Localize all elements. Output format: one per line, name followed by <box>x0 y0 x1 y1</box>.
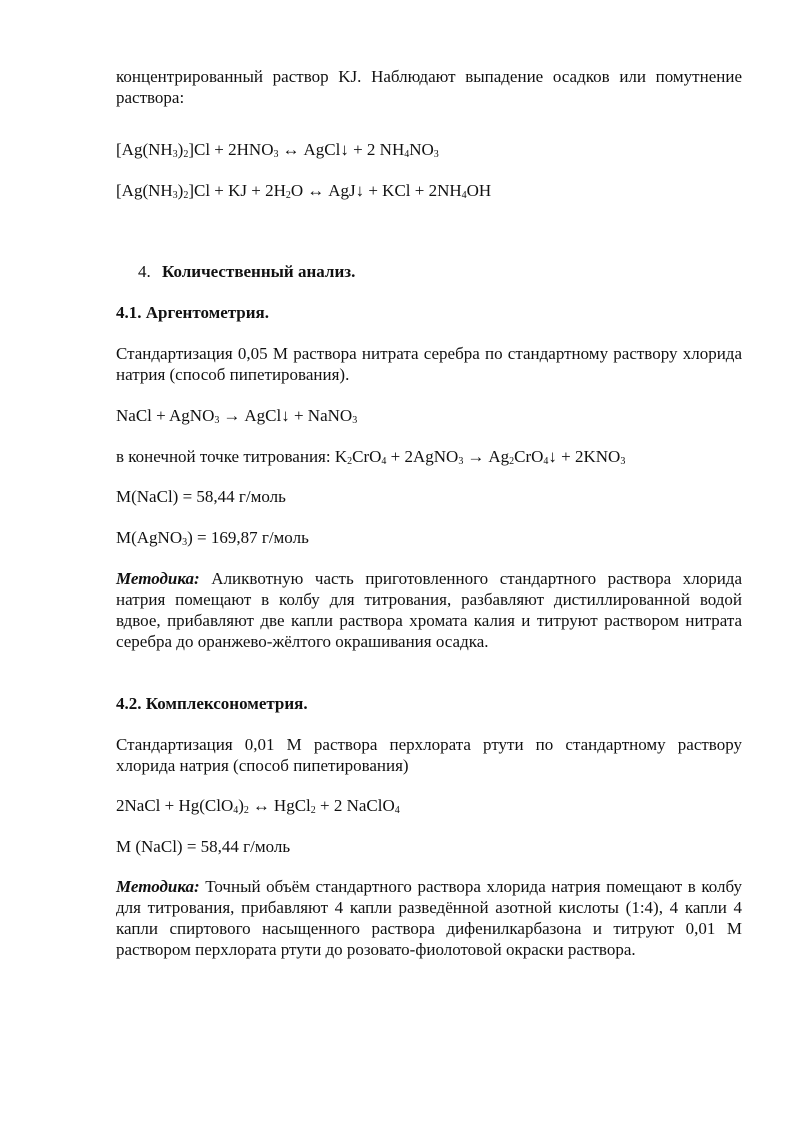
eq-text: AgCl↓ + NaNO <box>244 406 353 425</box>
method-label: Методика: <box>116 569 200 588</box>
section-title: Количественный анализ. <box>162 262 356 281</box>
subsection-4-1-heading: 4.1. Аргентометрия. <box>116 303 269 322</box>
eq-sub: 3 <box>182 537 188 548</box>
reaction-arrow: ↔ <box>307 181 325 200</box>
eq-sub: 3 <box>433 149 439 160</box>
eq-sub: 2 <box>347 456 353 467</box>
molar-mass-nacl-2: M (NaCl) = 58,44 г/моль <box>116 837 291 856</box>
eq-text: ) <box>177 181 184 200</box>
eq-text: ↓ + 2KNO <box>548 447 621 466</box>
equation-3 <box>116 405 742 426</box>
eq-sub: 4 <box>404 149 410 160</box>
eq-text: M(AgNO <box>116 528 183 547</box>
eq-sub: 3 <box>172 149 178 160</box>
endpoint-equation <box>116 446 742 467</box>
eq-sub: 3 <box>620 456 626 467</box>
molar-mass-agno3 <box>116 527 742 548</box>
eq-sub: 2 <box>509 456 515 467</box>
equation-4 <box>116 795 742 816</box>
eq-sub: 4 <box>394 805 400 816</box>
subsection-4-2-heading: 4.2. Комплексонометрия. <box>116 694 308 713</box>
eq-sub: 2 <box>310 805 316 816</box>
eq-text: ) <box>238 796 244 815</box>
eq-sub: 3 <box>172 190 178 201</box>
eq-text: + 2AgNO <box>386 447 459 466</box>
eq-text: ) <box>177 140 184 159</box>
intro-paragraph <box>116 66 742 108</box>
eq-text: NO <box>409 140 434 159</box>
method-4-1 <box>116 568 742 652</box>
standardization-4-1: Стандартизация 0,05 М раствора нитрата серебра по стандартному раствору хлорида натрия (способ пипетирования). <box>116 344 742 384</box>
eq-sub: 4 <box>381 456 387 467</box>
section-4-heading <box>138 261 764 282</box>
eq-sub: 3 <box>352 415 358 426</box>
eq-text: 2NaCl + Hg(ClO <box>116 796 234 815</box>
standardization-4-2: Стандартизация 0,01 М раствора перхлората ртути по стандартному раствору хлорида натрия (способ пипетирования) <box>116 735 742 775</box>
eq-text: OH <box>466 181 492 200</box>
eq-text: HgCl <box>273 796 311 815</box>
eq-sub: 2 <box>183 149 189 160</box>
method-4-2 <box>116 876 742 960</box>
eq-sub: 2 <box>285 190 291 201</box>
reaction-arrow: → <box>467 447 485 466</box>
reaction-arrow: ↔ <box>252 796 270 815</box>
eq-text: ]Cl + KJ + 2H <box>188 181 286 200</box>
method-label: Методика: <box>116 877 200 896</box>
method-text: Точный объём стандартного раствора хлорида натрия помещают в колбу для титрования, прибавляют 4 капли разведённой азотной кислоты (1:4), 4 капли 4 капли спиртового насыщенного раствора дифенилкарбазона и титруют 0,01 М раствором перхлората ртути до розовато-фиолотовой окраски раствора. <box>116 877 742 959</box>
eq-text: [Ag(NH <box>116 140 173 159</box>
section-number: 4. <box>138 262 151 281</box>
reaction-arrow: ↔ <box>282 140 300 159</box>
eq-text: AgJ↓ + KCl + 2NH <box>328 181 462 200</box>
eq-text: CrO <box>352 447 382 466</box>
intro-text: концентрированный раствор KJ. Наблюдают выпадение осадков или помутнение раствора: <box>116 67 742 107</box>
eq-text: + 2 NaClO <box>315 796 395 815</box>
eq-text: ]Cl + 2HNO <box>188 140 274 159</box>
eq-sub: 2 <box>243 805 249 816</box>
eq-text: NaCl + AgNO <box>116 406 215 425</box>
eq-sub: 2 <box>183 190 189 201</box>
equation-1 <box>116 139 742 160</box>
equation-2 <box>116 180 742 201</box>
eq-sub: 3 <box>273 149 279 160</box>
eq-sub: 4 <box>233 805 239 816</box>
reaction-arrow: → <box>223 406 241 425</box>
eq-sub: 3 <box>458 456 464 467</box>
eq-text: [Ag(NH <box>116 181 173 200</box>
eq-text: Ag <box>488 447 510 466</box>
eq-text: O <box>290 181 304 200</box>
method-text: Аликвотную часть приготовленного стандартного раствора хлорида натрия помещают в колбу для титрования, разбавляют дистиллированной водой вдвое, прибавляют две капли раствора хромата калия и титруют раствором нитрата серебра до оранжево-жёлтого окрашивания осадка. <box>116 569 742 651</box>
eq-text: CrO <box>514 447 544 466</box>
eq-text: в конечной точке титрования: K <box>116 447 348 466</box>
eq-sub: 4 <box>461 190 467 201</box>
eq-text: ) = 169,87 г/моль <box>187 528 309 547</box>
eq-text: AgCl↓ + 2 NH <box>303 140 405 159</box>
eq-sub: 4 <box>543 456 549 467</box>
eq-sub: 3 <box>214 415 220 426</box>
molar-mass-nacl: M(NaCl) = 58,44 г/моль <box>116 487 286 506</box>
